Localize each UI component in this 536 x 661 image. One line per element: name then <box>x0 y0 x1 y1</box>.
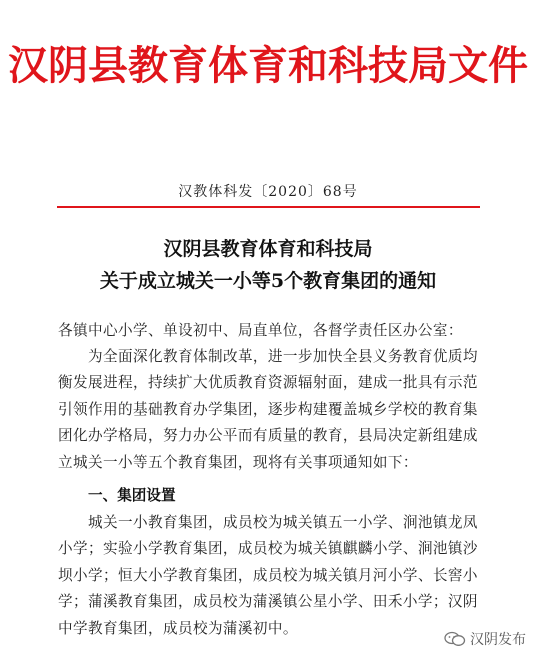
salutation: 各镇中心小学、单设初中、局直单位，各督学责任区办公室： <box>58 322 463 339</box>
paragraph-group-list: 城关一小教育集团，成员校为城关镇五一小学、涧池镇龙凤小学；实验小学教育集团，成员校为城关镇麒麟小学、涧池镇沙坝小学；恒大小学教育集团，成员校为城关镇月河小学、长窖小学；蒲溪教育集团，成员校为蒲溪镇公星小学、田禾小学；汉阴中学教育集团，成员校为蒲溪初中。 <box>58 514 478 637</box>
paragraph-intro: 为全面深化教育体制改革，进一步加快全县义务教育优质均衡发展进程，持续扩大优质教育资源辐射面，建成一批具有示范引领作用的基础教育办学集团，逐步构建覆盖城乡学校的教育集团化办学格局，努力办公平而有质量的教育，县局决定新组建成立城关一小等五个教育集团，现将有关事项通知如下： <box>58 348 478 471</box>
wechat-channel-icon <box>444 631 466 647</box>
red-divider-line <box>57 206 480 208</box>
document-number: 汉教体科发〔2020〕68号 <box>178 184 358 200</box>
watermark <box>444 629 526 649</box>
watermark-label: 汉阴发布 <box>470 632 526 648</box>
notice-title-line-2: 关于成立城关一小等5个教育集团的通知 <box>99 270 437 292</box>
notice-title-line-1: 汉阴县教育体育和科技局 <box>163 238 373 260</box>
document-header-title: 汉阴县教育体育和科技局文件 <box>8 43 528 89</box>
section-heading-group-setup: 一、集团设置 <box>88 487 176 504</box>
